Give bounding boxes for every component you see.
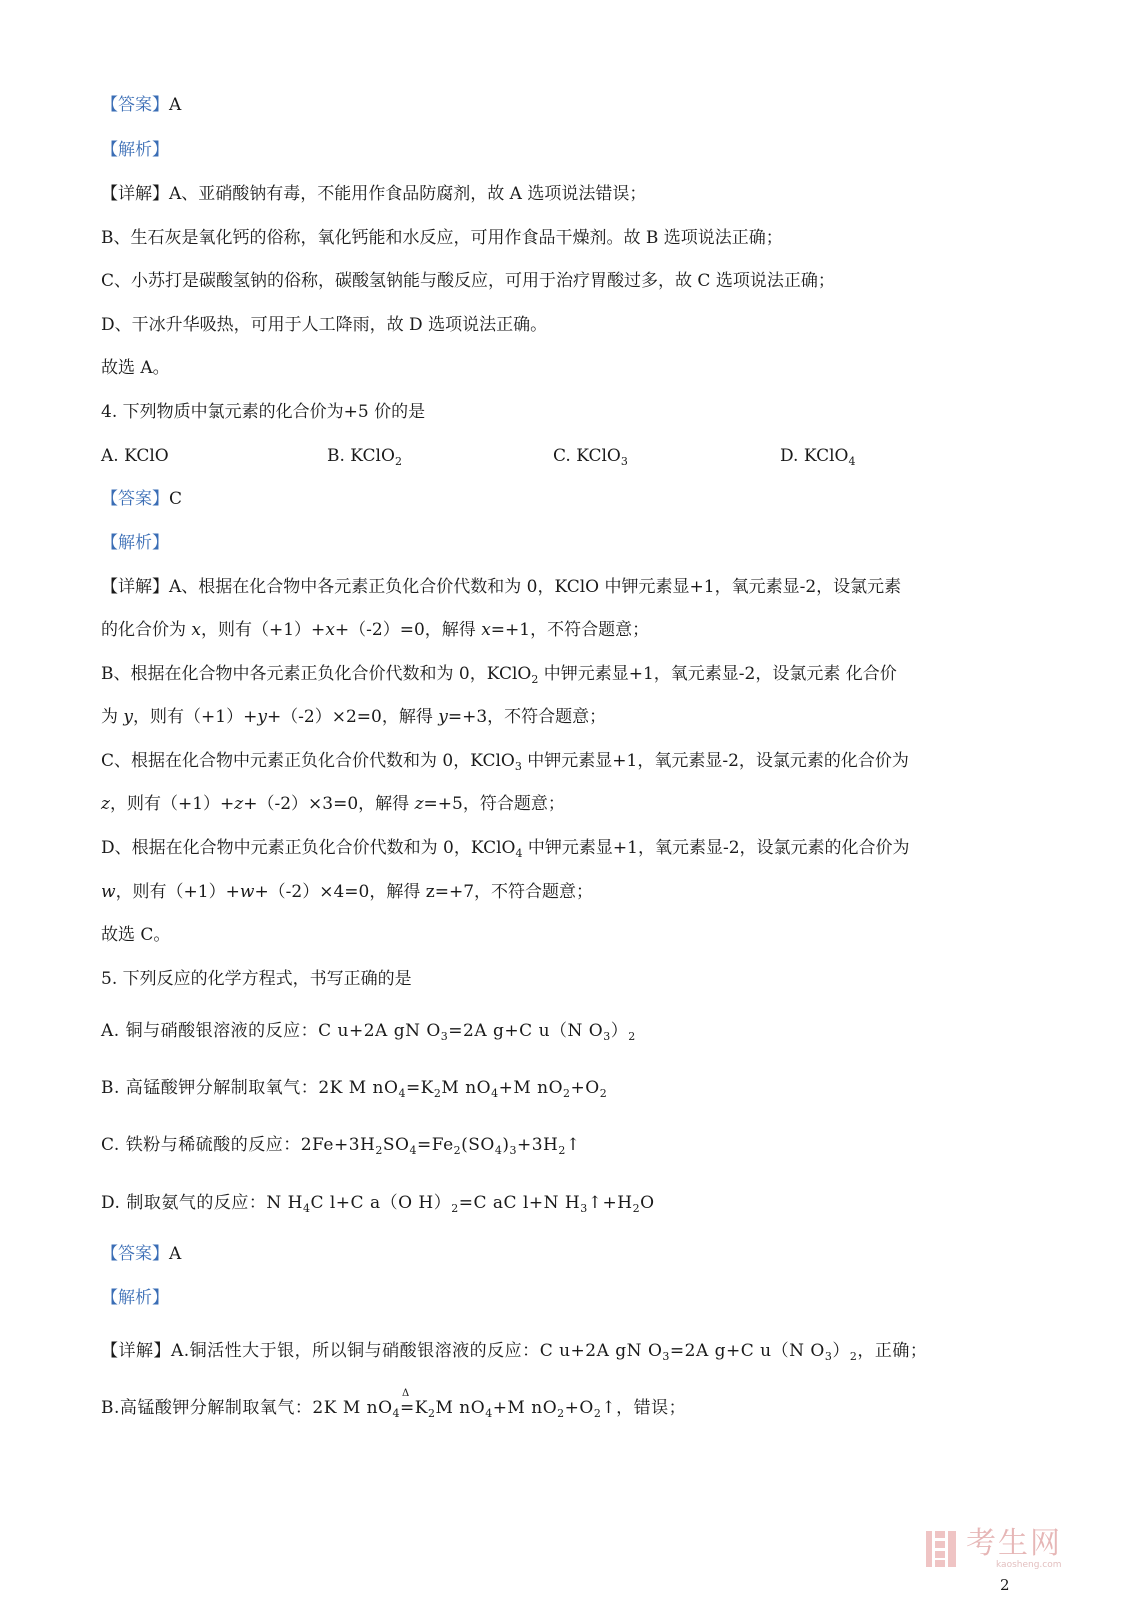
q4-option-a: A. KClO — [101, 446, 169, 466]
answer-value: A — [169, 95, 182, 115]
q3-detail-line-1: 【详解】A、亚硝酸钠有毒，不能用作食品防腐剂，故 A 选项说法错误； — [101, 184, 647, 204]
q5-detail-a: 【详解】A.铜活性大于银，所以铜与硝酸银溶液的反应：C u+2A gN $O_3=2A$ g+C u（N $O_3)_2$，正确； — [101, 1341, 928, 1363]
analysis-tag: 【解析】 — [101, 140, 169, 160]
detail-tag: 【详解】 — [101, 577, 169, 597]
q3-detail-line-2: B、生石灰是氧化钙的俗称，氧化钙能和水反应，可用作食品干燥剂。故 B 选项说法正确； — [101, 228, 783, 248]
q4-detail-d-2: w，则有（+1）+w+（-2）×4=0，解得 z=+7，不符合题意； — [101, 882, 594, 902]
q4-option-c: C. KClO$_3$ — [553, 446, 628, 468]
q4-detail-a-2: 的化合价为 x，则有（+1）+x+（-2）=0，解得 x=+1，不符合题意； — [101, 620, 650, 640]
detail-tag: 【详解】 — [101, 1341, 171, 1361]
q5-detail-b: B.高锰酸钾分解制取氧气：2K M $nO_4=$ Δ $K_2M$ $nO_4+M$ $nO_2+O_2↑$，错误； — [101, 1397, 686, 1419]
q4-detail-b-1: B、根据在化合物中各元素正负化合价代数和为 0，KClO$_2$ 中钾元素显+1，氧元素显-2，设氯元素 化合价 — [101, 664, 897, 686]
q3-detail-line-3: C、小苏打是碳酸氢钠的俗称，碳酸氢钠能与酸反应，可用于治疗胃酸过多，故 C 选项说法正确； — [101, 271, 835, 291]
q5-option-c: C. 铁粉与稀硫酸的反应：$2Fe+3H_2SO_4=Fe_2(SO_4)_3+3H_2↑$ — [101, 1135, 581, 1157]
q5-stem: 5. 下列反应的化学方程式，书写正确的是 — [101, 969, 412, 989]
q3-answer-line — [101, 94, 181, 116]
page-number: 2 — [1000, 1576, 1010, 1594]
answer-tag: 【答案】 — [101, 489, 169, 509]
q4-option-b: B. KClO$_2$ — [327, 446, 402, 468]
watermark-logo-icon — [924, 1529, 960, 1569]
q3-detail-line-4: D、干冰升华吸热，可用于人工降雨，故 D 选项说法正确。 — [101, 315, 548, 335]
q5-option-b: B. 高锰酸钾分解制取氧气：2K M $nO_4=K_2M$ $nO_4+M$ $nO_2+O_2$ — [101, 1078, 608, 1100]
q5-option-a: A. 铜与硝酸银溶液的反应：C u+2A gN $O_3=2A$ g+C u（N $O_3)_2$ — [101, 1021, 636, 1043]
watermark — [924, 1528, 1124, 1570]
watermark-text: 考生网 — [966, 1526, 1062, 1561]
analysis-tag: 【解析】 — [101, 1288, 169, 1308]
q4-option-d: D. KClO$_4$ — [780, 446, 856, 468]
watermark-url: kaosheng.com — [996, 1560, 1062, 1570]
analysis-tag: 【解析】 — [101, 533, 169, 553]
q5-answer-line — [101, 1243, 181, 1265]
q4-detail-a-1: 【详解】A、根据在化合物中各元素正负化合价代数和为 0，KClO 中钾元素显+1，氧元素显-2，设氯元素 — [101, 577, 902, 597]
q4-conclusion: 故选 C。 — [101, 925, 171, 945]
q4-answer-line — [101, 488, 182, 510]
detail-tag: 【详解】 — [101, 184, 169, 204]
answer-value: C — [169, 489, 183, 509]
answer-tag: 【答案】 — [101, 95, 169, 115]
q4-detail-b-2: 为 y，则有（+1）+y+（-2）×2=0，解得 y=+3，不符合题意； — [101, 707, 607, 727]
q4-detail-c-1: C、根据在化合物中元素正负化合价代数和为 0，KClO$_3$ 中钾元素显+1，氧元素显-2，设氯元素的化合价为 — [101, 751, 909, 773]
answer-value: A — [169, 1244, 182, 1264]
q4-detail-c-2: z，则有（+1）+z+（-2）×3=0，解得 z=+5，符合题意； — [101, 794, 565, 814]
q3-conclusion: 故选 A。 — [101, 358, 170, 378]
q4-detail-d-1: D、根据在化合物中元素正负化合价代数和为 0，KClO$_4$ 中钾元素显+1，氧元素显-2，设氯元素的化合价为 — [101, 838, 910, 860]
q4-stem: 4. 下列物质中氯元素的化合价为+5 价的是 — [101, 402, 426, 422]
heat-delta: Δ — [402, 1388, 410, 1399]
answer-tag: 【答案】 — [101, 1244, 169, 1264]
q5-option-d: D. 制取氨气的反应：N $H_4C$ l+C a（O $H)_2=C$ aC l+N $H_3↑+H_2O$ — [101, 1193, 655, 1215]
